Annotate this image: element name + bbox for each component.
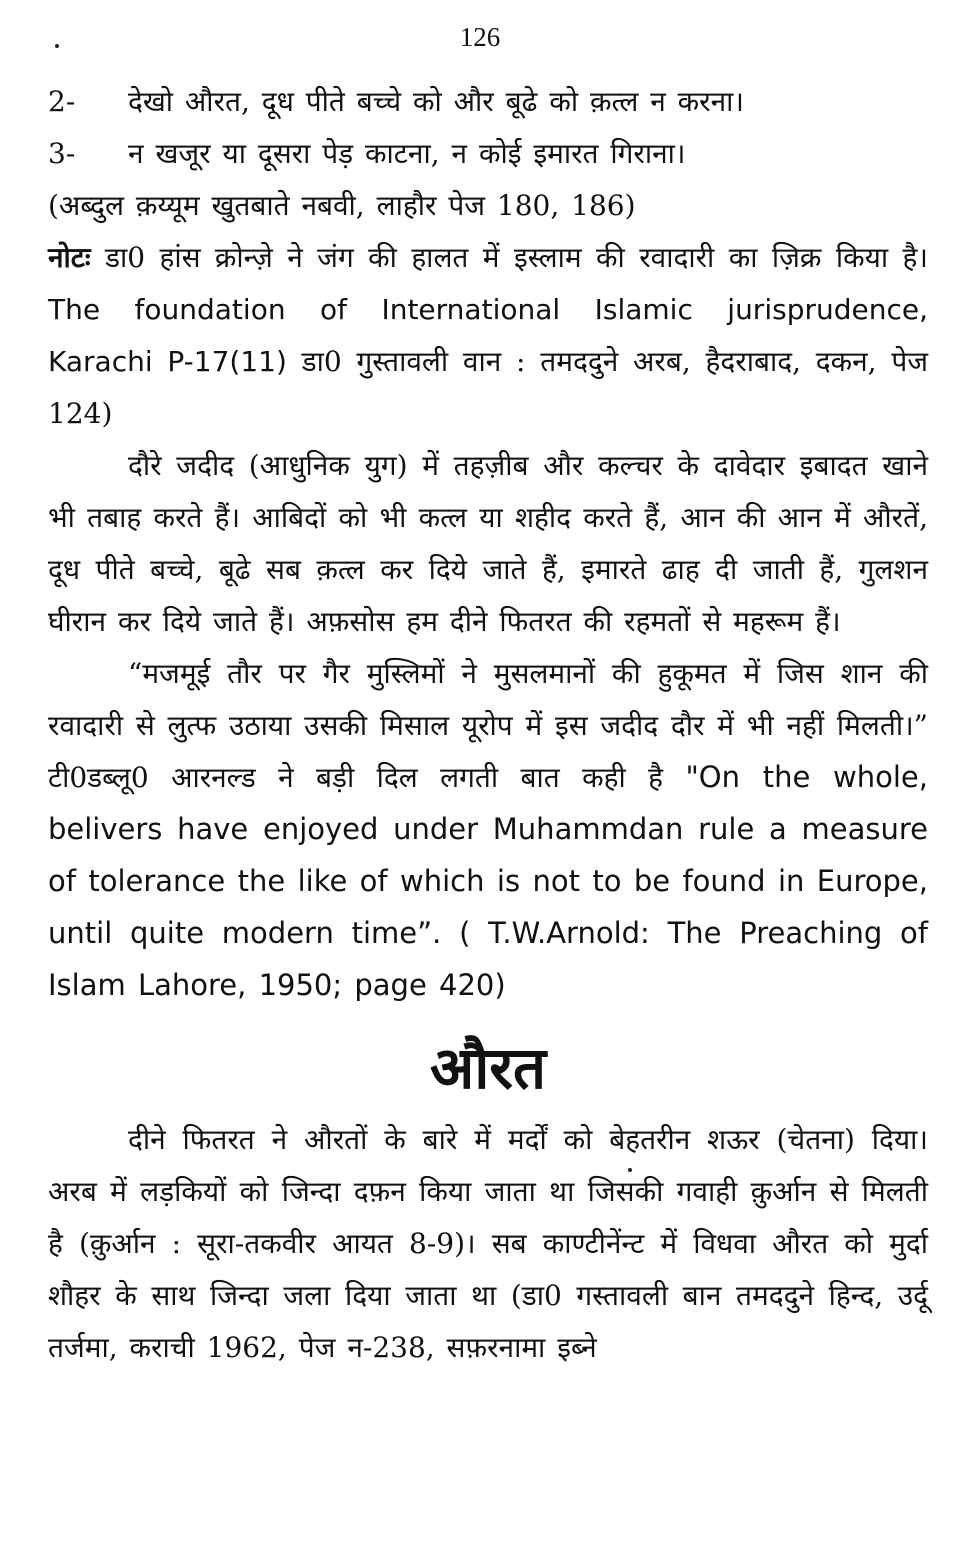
list-item-3 <box>48 128 928 180</box>
quote-hindi: “मजमूई तौर पर गैर मुस्लिमों ने मुसलमानों की हुकूमत में जिस शान की रवादारी से लुत्फ उठाया उसकी मिसाल यूरोप में इस जदीद दौर में भी नहीं मिलती।” टी0डब्लू0 आरनल्ड ने बड़ी दिल लगती बात कही है <box>48 657 928 794</box>
list-item-number: 2- <box>48 85 76 118</box>
paragraph-arnold-quote <box>48 648 928 1012</box>
scan-speck <box>628 1168 632 1172</box>
note-paragraph <box>48 232 928 440</box>
note-english-reference: The foundation of International Islamic jurisprudence, Karachi P-17(11) <box>48 293 928 378</box>
page-content <box>48 76 928 1374</box>
note-hindi-end: डा0 गुस्तावली वान : तमददुने अरब, हैदराबाद, दकन, पेज 124) <box>48 345 929 430</box>
note-label: नोटः <box>48 241 91 274</box>
citation: (अब्दुल क़य्यूम खुतबाते नबवी, लाहौर पेज 180, 186) <box>48 189 636 222</box>
list-item-number: 3- <box>48 137 76 170</box>
quote-english: "On the whole, belivers have enjoyed under Muhammdan rule a measure of tolerance the like of which is not to be found in Europe, until quite modern time”. ( T.W.Arnold: The Preaching of Islam Lahore, 1950; page 420) <box>48 760 928 1002</box>
list-item-text: न खजूर या दूसरा पेड़ काटना, न कोई इमारत गिराना। <box>128 137 686 170</box>
section-heading: औरत <box>429 1034 547 1102</box>
list-item-2 <box>48 76 928 128</box>
paragraph-modern-era: दौरे जदीद (आधुनिक युग) में तहज़ीब और कल्चर के दावेदार इबादत खाने भी तबाह करते हैं। आबिदों को भी कत्ल या शहीद करते हैं, आन की आन में औरतें, दूध पीते बच्चे, बूढे सब क़त्ल कर दिये जाते हैं, इमारते ढाह दी जाती हैं, गुलशन घीरान कर दिये जाते हैं। अफ़सोस हम दीने फितरत की रहमतों से महरूम हैं। <box>48 449 928 638</box>
list-item-text: देखो औरत, दूध पीते बच्चे को और बूढे को क़त्ल न करना। <box>128 85 745 118</box>
page-number: 126 <box>459 22 501 52</box>
paragraph-women: दीने फितरत ने औरतों के बारे में मर्दों को बेहतरीन शऊर (चेतना) दिया। अरब में लड़कियों को जिन्दा दफ़न किया जाता था जिसकी गवाही क़ुर्आन से मिलती है (क़ुर्आन : सूरा-तकवीर आयत 8-9)। सब काण्टीनेंन्ट में विधवा औरत को मुर्दा शौहर के साथ जिन्दा जला दिया जाता था (डा0 गस्तावली बान तमददुने हिन्द, उर्दू तर्जमा, कराची 1962, पेज न-238, सफ़रनामा इब्ने <box>48 1123 928 1364</box>
note-hindi-start: डा0 हांस क्रोन्ज़े ने जंग की हालत में इस्लाम की रवादारी का ज़िक्र किया है। <box>104 241 928 274</box>
